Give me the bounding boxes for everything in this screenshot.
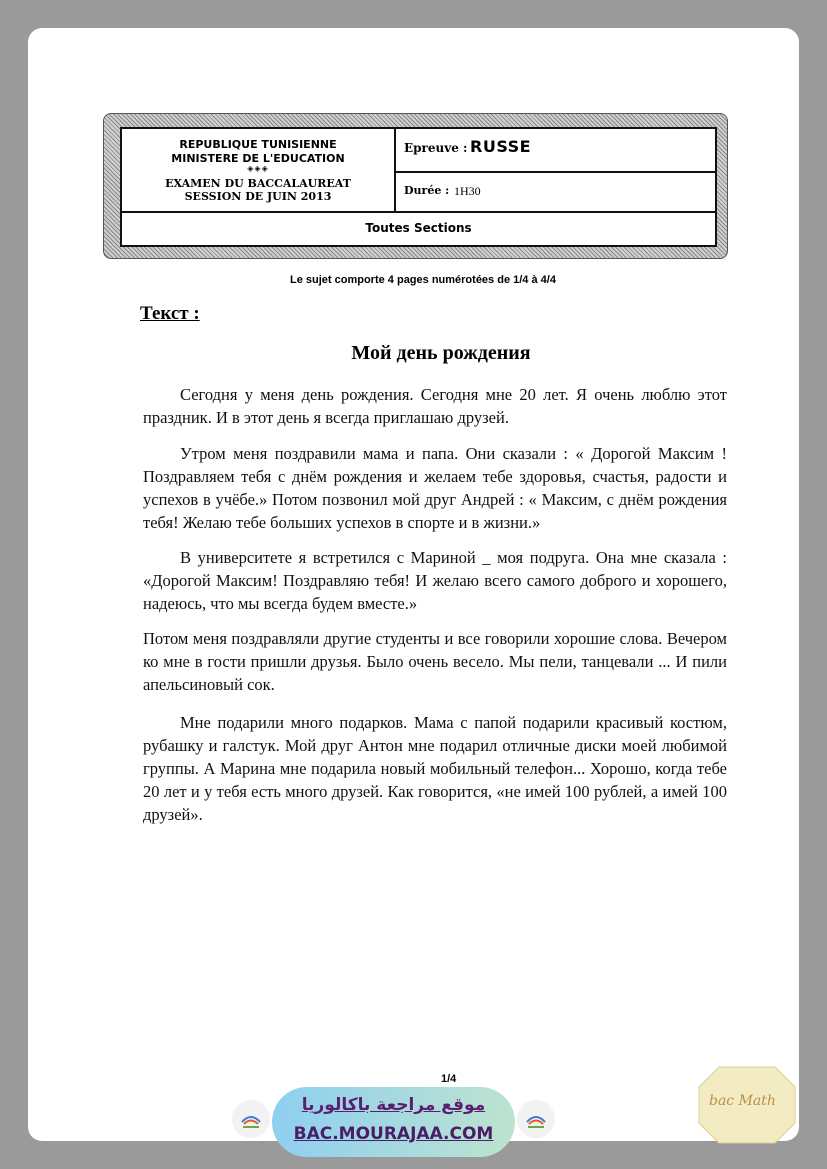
exam-header: [103, 113, 728, 259]
duree-cell: [396, 173, 715, 213]
paragraph-3: В университете я встретился с Мариной _ моя подруга. Она мне сказала : «Дорогой Максим! Поздравляю тебя! И желаю всего самого доброго и хорошего, надеюсь, что мы всегда будем вместе.»: [143, 548, 727, 613]
paragraph-4: Потом меня поздравляли другие студенты и все говорили хорошие слова. Вечером ко мне в гости пришли друзья. Было очень весело. Мы пели, танцевали ... И пили апельсиновый сок.: [143, 629, 727, 694]
watermark-banner[interactable]: [272, 1087, 515, 1157]
epreuve-cell: [396, 129, 715, 173]
paragraph-2: Утром меня поздравили мама и папа. Они сказали : « Дорогой Максим ! Поздравляем тебя с днём рождения и желаем тебе здоровья, счастья, радости и успехов в учёбе.» Потом позвонил мой друг Андрей : « Максим, с днём рождения тебя! Желаю тебе больших успехов в спорте и в жизни.»: [143, 444, 727, 532]
exam-name: EXAMEN DU BACCALAUREAT: [165, 177, 351, 190]
page-number: 1/4: [441, 1073, 457, 1085]
country-name: REPUBLIQUE TUNISIENNE: [179, 138, 337, 151]
section-label: Текст :: [140, 303, 200, 324]
exam-header-table: [120, 127, 717, 247]
site-logo-icon: [232, 1100, 270, 1138]
watermark-url-link[interactable]: BAC.MOURAJAA.COM: [293, 1124, 494, 1144]
site-logo-icon: [517, 1100, 555, 1138]
epreuve-value: RUSSE: [470, 137, 532, 156]
duree-value: 1H30: [454, 184, 481, 198]
text-title: Мой день рождения: [351, 342, 531, 364]
bacmath-logo-text: bac Math: [709, 1093, 776, 1109]
sections-cell: Toutes Sections: [365, 221, 472, 235]
epreuve-label: Epreuve :: [404, 141, 468, 155]
paragraph-1: Сегодня у меня день рождения. Сегодня мне 20 лет. Я очень люблю этот праздник. И в этот день я всегда приглашаю друзей.: [143, 385, 727, 427]
watermark-arabic: موقع مراجعة باكالوريا: [301, 1095, 486, 1115]
duree-label: Durée :: [404, 184, 450, 197]
header-institution-cell: [122, 129, 396, 213]
exam-session: SESSION DE JUIN 2013: [184, 190, 332, 203]
ministry-name: MINISTERE DE L'EDUCATION: [171, 152, 345, 165]
subject-note: Le sujet comporte 4 pages numérotées de 1/4 à 4/4: [290, 274, 556, 286]
paragraph-5: Мне подарили много подарков. Мама с папой подарили красивый костюм, рубашку и галстук. Мой друг Антон мне подарил отличные диски моей любимой группы. А Марина мне подарила новый мобильный телефон... Хорошо, когда тебе 20 лет и у тебя есть много друзей. Как говорится, «не имей 100 рублей, а имей 100 друзей».: [143, 713, 727, 824]
ornament-icon: ◈◈◈: [247, 164, 269, 173]
